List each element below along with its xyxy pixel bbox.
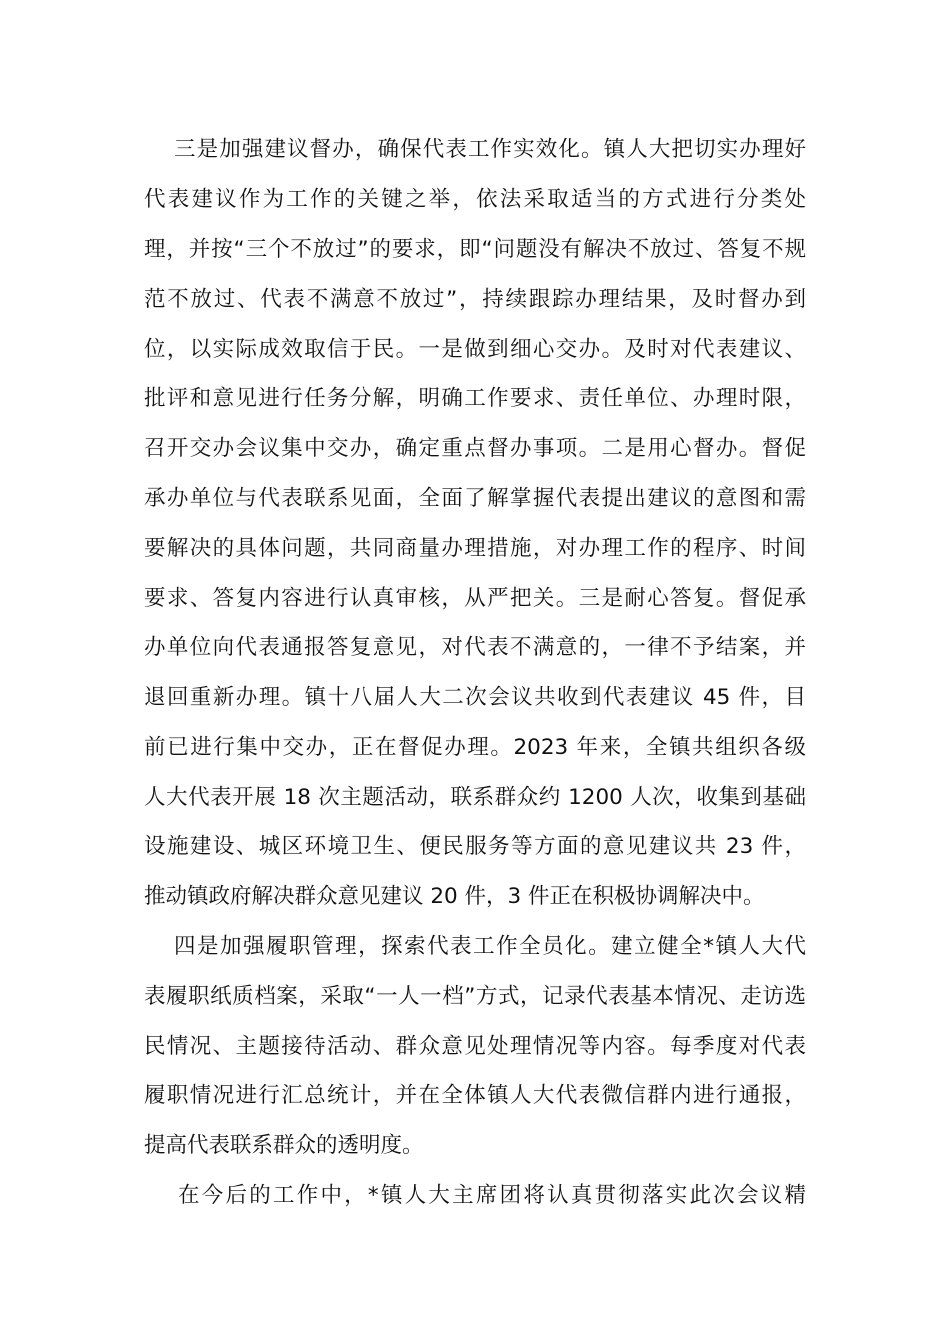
text-line: 提高代表联系群众的透明度。 [144,1133,424,1158]
text-line: 三是加强建议督办，确保代表工作实效化。镇人大把切实办理好 [174,137,806,162]
text-line: 要求、答复内容进行认真审核，从严把关。三是耐心答复。督促承 [144,586,806,611]
text-line: 退回重新办理。镇十八届人大二次会议共收到代表建议 45 件，目 [144,685,806,710]
text-line: 位，以实际成效取信于民。一是做到细心交办。及时对代表建议、 [144,337,806,362]
text-line: 承办单位与代表联系见面，全面了解掌握代表提出建议的意图和需 [144,486,806,511]
text-line: 召开交办会议集中交办，确定重点督办事项。二是用心督办。督促 [144,436,806,461]
text-line: 推动镇政府解决群众意见建议 20 件，3 件正在积极协调解决中。 [144,884,765,909]
text-line: 在今后的工作中，*镇人大主席团将认真贯彻落实此次会议精 [178,1183,806,1208]
text-line: 履职情况进行汇总统计，并在全体镇人大代表微信群内进行通报， [144,1083,806,1108]
text-line: 办单位向代表通报答复意见，对代表不满意的，一律不予结案，并 [144,635,806,660]
text-line: 四是加强履职管理，探索代表工作全员化。建立健全*镇人大代 [174,934,806,959]
text-line: 民情况、主题接待活动、群众意见处理情况等内容。每季度对代表 [144,1034,806,1059]
text-line: 前已进行集中交办，正在督促办理。2023 年来，全镇共组织各级 [144,735,806,760]
text-line: 人大代表开展 18 次主题活动，联系群众约 1200 人次，收集到基础 [144,785,806,810]
text-line: 要解决的具体问题，共同商量办理措施，对办理工作的程序、时间 [144,536,806,561]
text-line: 表履职纸质档案，采取“一人一档”方式，记录代表基本情况、走访选 [144,984,806,1009]
text-line: 范不放过、代表不满意不放过”，持续跟踪办理结果，及时督办到 [144,287,806,312]
text-line: 理，并按“三个不放过”的要求，即“问题没有解决不放过、答复不规 [144,237,806,262]
text-line: 代表建议作为工作的关键之举，依法采取适当的方式进行分类处 [144,187,806,212]
text-line: 设施建设、城区环境卫生、便民服务等方面的意见建议共 23 件， [144,834,806,859]
text-line: 批评和意见进行任务分解，明确工作要求、责任单位、办理时限， [144,386,806,411]
